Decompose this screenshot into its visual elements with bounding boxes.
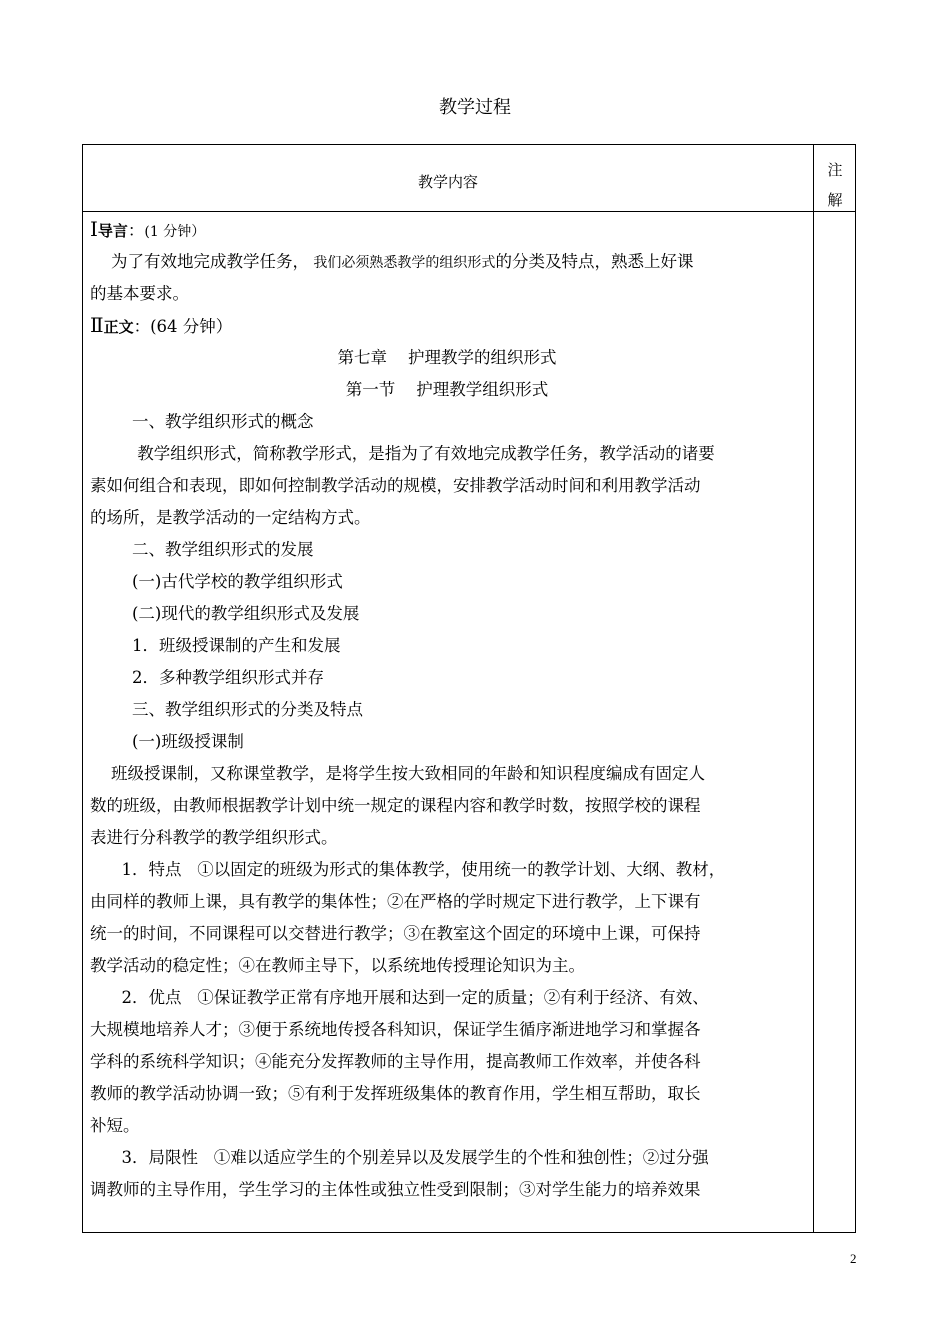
body-text-line: 由同样的教师上课，具有教学的集体性；②在严格的学时规定下进行教学，上下课有 <box>90 892 701 911</box>
body-text-line: 统一的时间，不同课程可以交替进行教学；③在教室这个固定的环境中上课，可保持 <box>90 924 701 943</box>
body-text-line: 教学组织形式，简称教学形式，是指为了有效地完成教学任务，教学活动的诸要 <box>90 444 715 463</box>
body-text-line: 表进行分科教学的教学组织形式。 <box>90 828 338 847</box>
body-text <box>90 406 804 1206</box>
intro-colon: ： <box>127 221 145 240</box>
notes-column-header <box>814 155 856 215</box>
page-number: 2 <box>850 1251 857 1266</box>
body-text-line: 班级授课制，又称课堂教学，是将学生按大致相同的年龄和知识程度编成有固定人 <box>90 764 705 783</box>
notes-column-divider <box>813 145 814 1232</box>
section-title: 第一节 护理教学组织形式 <box>345 380 549 399</box>
intro-line-1: 为了有效地完成教学任务， 我们必须熟悉教学的组织形式的分类及特点，熟悉上好课 <box>90 252 694 271</box>
intro-line-2: 的基本要求。 <box>90 284 189 303</box>
body-text-line: 一、教学组织形式的概念 <box>90 412 314 431</box>
body-text-line: 二、教学组织形式的发展 <box>90 540 314 559</box>
body-text-line: (一)班级授课制 <box>90 732 244 751</box>
body-text-line: 2．优点 ①保证教学正常有序地开展和达到一定的质量；②有利于经济、有效、 <box>90 988 709 1007</box>
body-text-line: 教学活动的稳定性；④在教师主导下，以系统地传授理论知识为主。 <box>90 956 585 975</box>
body-numeral: Ⅱ <box>90 315 104 337</box>
body-text-line: (一)古代学校的教学组织形式 <box>90 572 343 591</box>
body-text-line: 补短。 <box>90 1116 140 1135</box>
body-heading-line <box>90 310 804 342</box>
body-text-line: (二)现代的教学组织形式及发展 <box>90 604 360 623</box>
body-duration: (64 分钟） <box>150 317 233 336</box>
body-text-line: 数的班级，由教师根据教学计划中统一规定的课程内容和教学时数，按照学校的课程 <box>90 796 701 815</box>
notes-header-char-1: 注 <box>827 161 843 179</box>
body-text-line: 的场所，是教学活动的一定结构方式。 <box>90 508 371 527</box>
header-divider <box>83 211 855 212</box>
body-heading: 正文 <box>103 318 134 336</box>
body-text-line: 2．多种教学组织形式并存 <box>90 668 324 687</box>
intro-duration: (1 分钟） <box>144 224 206 240</box>
body-text-line: 3．局限性 ①难以适应学生的个别差异以及发展学生的个性和独创性；②过分强 <box>90 1148 709 1167</box>
intro-heading: 导言 <box>97 222 128 240</box>
body-text-line: 调教师的主导作用，学生学习的主体性或独立性受到限制；③对学生能力的培养效果 <box>90 1180 701 1199</box>
chapter-title: 第七章 护理教学的组织形式 <box>337 348 557 367</box>
body-text-line: 学科的系统科学知识；④能充分发挥教师的主导作用，提高教师工作效率，并使各科 <box>90 1052 701 1071</box>
body-text-line: 1．特点 ①以固定的班级为形式的集体教学，使用统一的教学计划、大纲、教材， <box>90 860 726 879</box>
notes-header-char-2: 解 <box>827 191 843 209</box>
body-text-line: 素如何组合和表现，即如何控制教学活动的规模，安排教学活动时间和利用教学活动 <box>90 476 701 495</box>
body-text-line: 教师的教学活动协调一致；⑤有利于发挥班级集体的教育作用，学生相互帮助，取长 <box>90 1084 701 1103</box>
intro-heading-line <box>90 214 804 246</box>
lesson-content <box>90 214 804 1206</box>
page-title: 教学过程 <box>439 97 511 118</box>
intro-numeral: Ⅰ <box>90 219 98 241</box>
body-text-line: 三、教学组织形式的分类及特点 <box>90 700 363 719</box>
body-colon: ： <box>133 317 151 336</box>
content-column-header: 教学内容 <box>417 173 478 191</box>
body-text-line: 1．班级授课制的产生和发展 <box>90 636 341 655</box>
body-text-line: 大规模地培养人才；③便于系统地传授各科知识，保证学生循序渐进地学习和掌握各 <box>90 1020 701 1039</box>
